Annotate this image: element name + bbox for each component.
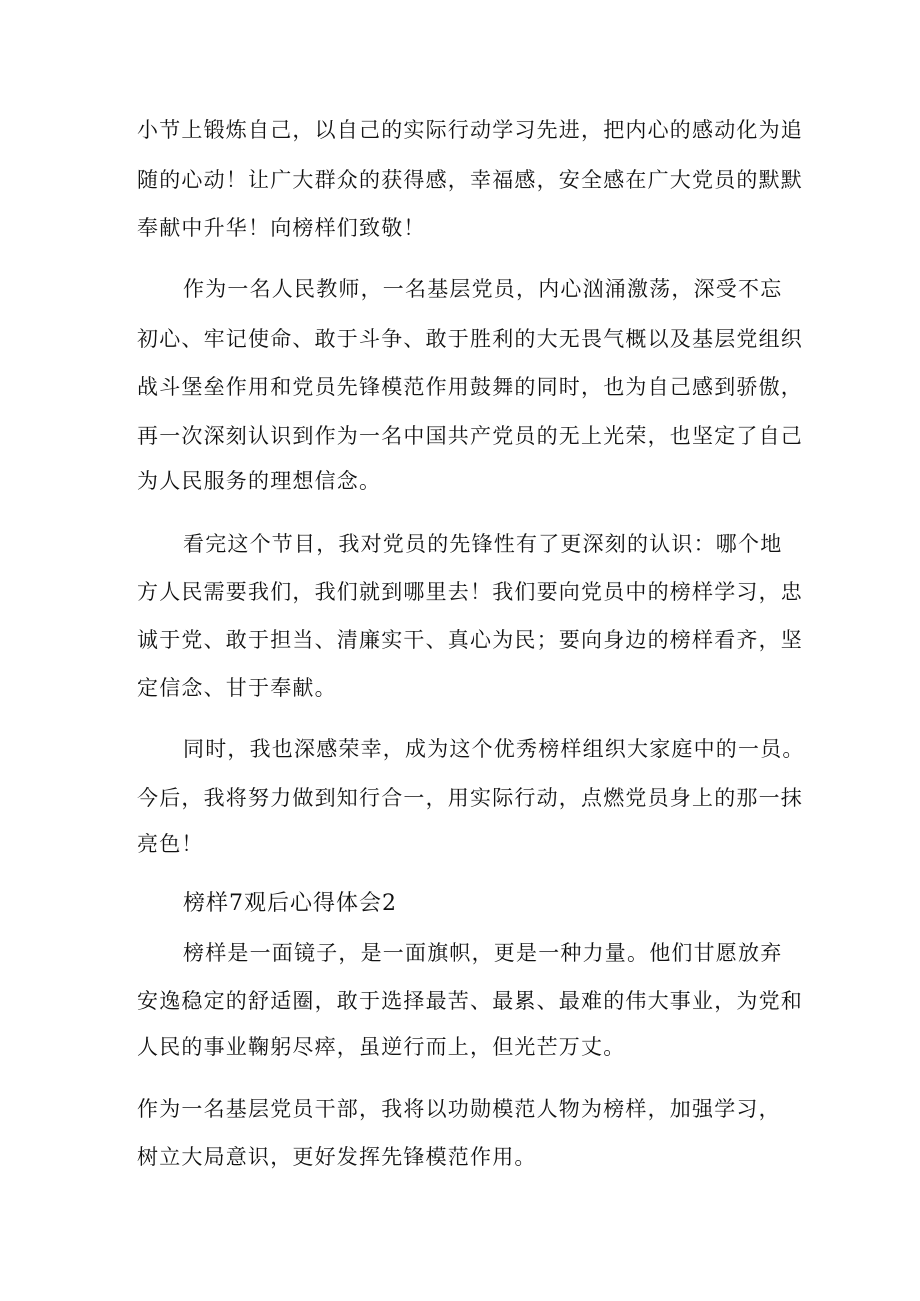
text-line: 再一次深刻认识到作为一名中国共产党员的无上光荣，也坚定了自己 xyxy=(137,424,803,448)
text-line: 随的心动！让广大群众的获得感，幸福感，安全感在广大党员的默默 xyxy=(137,168,803,192)
text-line: 初心、牢记使命、敢于斗争、敢于胜利的大无畏气概以及基层党组织 xyxy=(137,327,803,351)
section-heading: 榜样7观后心得体会2 xyxy=(183,891,397,916)
text-line: 小节上锻炼自己，以自己的实际行动学习先进，把内心的感动化为追 xyxy=(137,118,803,142)
text-line: 看完这个节目，我对党员的先锋性有了更深刻的认识：哪个地 xyxy=(183,532,783,556)
text-line: 作为一名基层党员干部，我将以功勋模范人物为榜样，加强学习， xyxy=(137,1097,781,1121)
text-line: 方人民需要我们，我们就到哪里去！我们要向党员中的榜样学习，忠 xyxy=(137,580,803,604)
text-line: 亮色！ xyxy=(137,832,204,856)
text-line: 定信念、甘于奉献。 xyxy=(137,676,337,700)
text-line: 安逸稳定的舒适圈，敢于选择最苦、最累、最难的伟大事业，为党和 xyxy=(137,989,803,1013)
text-line: 人民的事业鞠躬尽瘁，虽逆行而上，但光芒万丈。 xyxy=(137,1035,626,1059)
text-line: 作为一名人民教师，一名基层党员，内心汹涌激荡，深受不忘 xyxy=(183,277,783,301)
text-line: 树立大局意识，更好发挥先锋模范作用。 xyxy=(137,1145,537,1169)
text-line: 奉献中升华！向榜样们致敬！ xyxy=(137,216,426,240)
text-line: 今后，我将努力做到知行合一，用实际行动，点燃党员身上的那一抹 xyxy=(137,786,803,810)
text-line: 为人民服务的理想信念。 xyxy=(137,469,382,493)
text-line: 战斗堡垒作用和党员先锋模范作用鼓舞的同时，也为自己感到骄傲， xyxy=(137,375,803,399)
text-line: 诚于党、敢于担当、清廉实干、真心为民；要向身边的榜样看齐，坚 xyxy=(137,628,803,652)
text-line: 榜样是一面镜子，是一面旗帜，更是一种力量。他们甘愿放弃 xyxy=(183,941,783,965)
text-line: 同时，我也深感荣幸，成为这个优秀榜样组织大家庭中的一员。 xyxy=(183,737,805,761)
